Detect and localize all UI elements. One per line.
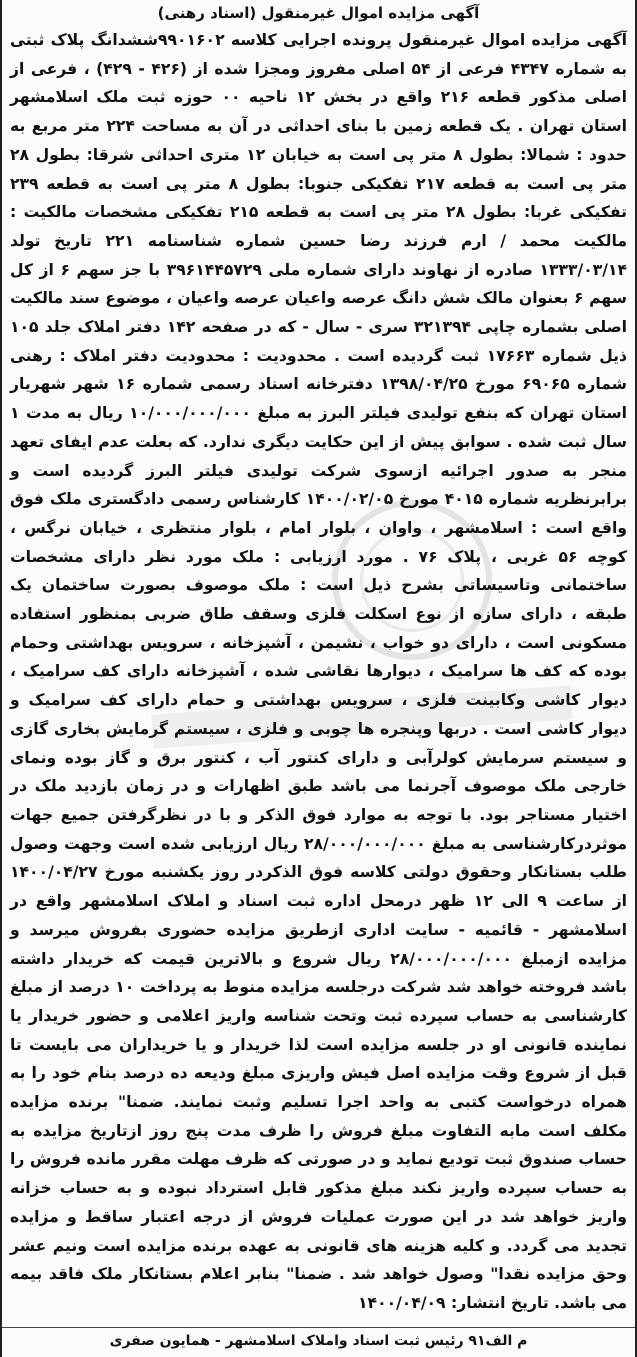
notice-body: آگهی مزایده اموال غیرمنقول پرونده اجرایی کلاسه ۹۹۰۱۶۰۲ششدانگ پلاک ثبتی به شماره ۴۳۴۷ فرعی از ۵۴ اصلی مفروز ومجزا شده از (۴۲۶ - ۴۲۹) ، فرعی از اصلی مذکور قطعه ۲۱۶ واقع در بخش ۱۲ ناحیه ۰۰ حوزه ثبت ملک اسلامشهر استان تهران . یک قطعه زمین با بنای احداثی در آن به مساحت ۲۲۴ متر مربع به حدود : شمالا: بطول ۸ متر پی است به خیابان ۱۲ متری احداثی شرقا: بطول ۲۸ متر پی است به قطعه ۲۱۷ تفکیکی جنوبا: بطول ۸ متر پی است به قطعه ۲۳۹ تفکیکی غربا: بطول ۲۸ متر پی است به قطعه ۲۱۵ تفکیکی مشخصات مالکیت : مالکیت محمد / ارم فرزند رضا حسین شماره شناسنامه ۲۲۱ تاریخ تولد ۱۳۳۳/۰۳/۱۴ صادره از نهاوند دارای شماره ملی ۳۹۶۱۴۴۵۷۲۹ با جز سهم ۶ از کل سهم ۶ بعنوان مالک شش دانگ عرصه واعیان عرصه واعیان ، موضوع سند مالکیت اصلی بشماره چاپی ۳۲۱۳۹۴ سری - سال - که در صفحه ۱۴۲ دفتر املاک جلد ۱۰۵ ذیل شماره ۱۷۶۶۳ ثبت گردیده است . محدودیت : محدودیت دفتر املاک : رهنی شماره ۶۹۰۶۵ مورخ ۱۳۹۸/۰۴/۲۵ دفترخانه اسناد رسمی شماره ۱۶ شهر شهریار استان تهران که بنفع تولیدی فیلتر البرز به مبلغ ۱۰/۰۰۰/۰۰۰/۰۰۰ ریال به مدت ۱ سال ثبت شده . سوابق پیش از این حکایت دیگری ندارد. که بعلت عدم ایفای تعهد منجر به صدور اجرائیه ازسوی شرکت تولیدی فیلتر البرز گردیده است و برابرنظریه شماره ۴۰۱۵ مورخ ۱۴۰۰/۰۲/۰۵ کارشناس رسمی دادگستری ملک فوق واقع است : اسلامشهر ، واوان ، بلوار امام ، بلوار منتظری ، خیابان نرگس ، کوچه ۵۶ غربی ، پلاک ۷۶ . مورد ارزیابی : ملک مورد نظر دارای مشخصات ساختمانی وتاسیساتی بشرح ذیل است : ملک موصوف بصورت ساختمان یک طبقه ، دارای سازه از نوع اسکلت فلزی وسقف طاق ضربی بمنظور استفاده مسکونی است ، دارای دو خواب ، نشیمن ، آشپزخانه ، سرویس بهداشتی وحمام بوده که کف ها سرامیک ، دیوارها نقاشی شده ، آشپزخانه دارای کف سرامیک ، دیوار کاشی وکابینت فلزی ، سرویس بهداشتی و حمام دارای کف سرامیک و دیوار کاشی است . دربها وپنجره ها چوبی و فلزی ، سیستم گرمایش بخاری گازی و سیستم سرمایش کولرآبی و دارای کنتور آب ، کنتور برق و گاز بوده ونمای خارجی ملک موصوف آجرنما می باشد طبق اظهارات و در زمان بازدید ملک در اختیار مستاجر بود. با توجه به موارد فوق الذکر و با در نظرگرفتن جمیع جهات موثردرکارشناسی به مبلغ ۲۸/۰۰۰/۰۰۰/۰۰۰ ریال ارزیابی شده است وجهت وصول طلب بستانکار وحقوق دولتی کلاسه فوق الذکردر روز یکشنبه مورخ ۱۴۰۰/۰۴/۲۷ از ساعت ۹ الی ۱۲ ظهر درمحل اداره ثبت اسناد و املاک اسلامشهر واقع در اسلامشهر - قائمیه - سایت اداری ازطریق مزایده حضوری بفروش میرسد و مزایده ازمبلغ ۲۸/۰۰۰/۰۰۰/۰۰۰ ریال شروع و بالاترین قیمت که خریدار داشته باشد فروخته خواهد شد شرکت درجلسه مزایده منوط به پرداخت ۱۰ درصد از مبلغ کارشناسی به حساب سپرده ثبت وتحت شناسه واریز اعلامی و حضور خریدار یا نماینده قانونی او در جلسه مزایده است لذا خریدار و یا خریداران می بایست تا قبل از شروع وقت مزایده اصل فیش واریزی مبلغ ودیعه ده درصد بنام خود را به همراه درخواست کتبی به واحد اجرا تسلیم وثبت نمایند. ضمنا" برنده مزایده مکلف است مابه التفاوت مبلغ فروش را ظرف مدت پنج روز ازتاریخ مزایده به حساب صندوق ثبت تودیع نماید و در صورتی که ظرف مهلت مقرر مانده فروش را به حساب سپرده واریز نکند مبلغ مذکور قابل استرداد نبوده و به حساب خزانه واریز خواهد شد در این صورت عملیات فروش از درجه اعتبار ساقط و مزایده تجدید می گردد. و کلیه هزینه های قانونی به عهده برنده مزایده است ونیم عشر وحق مزایده نقدا" وصول خواهد شد . ضمنا" بنابر اعلام بستانکار ملک فاقد بیمه می باشد. تاریخ انتشار: ۱۴۰۰/۰۴/۰۹ bbox=[10, 31, 628, 1312]
notice-title: آگهی مزایده اموال غیرمنقول (اسناد رهنی) bbox=[157, 4, 480, 22]
footer-divider bbox=[2, 1327, 635, 1328]
notice-footer: م الف۹۱ رئیس ثبت اسناد واملاک اسلامشهر - همایون صفری bbox=[109, 1333, 528, 1349]
